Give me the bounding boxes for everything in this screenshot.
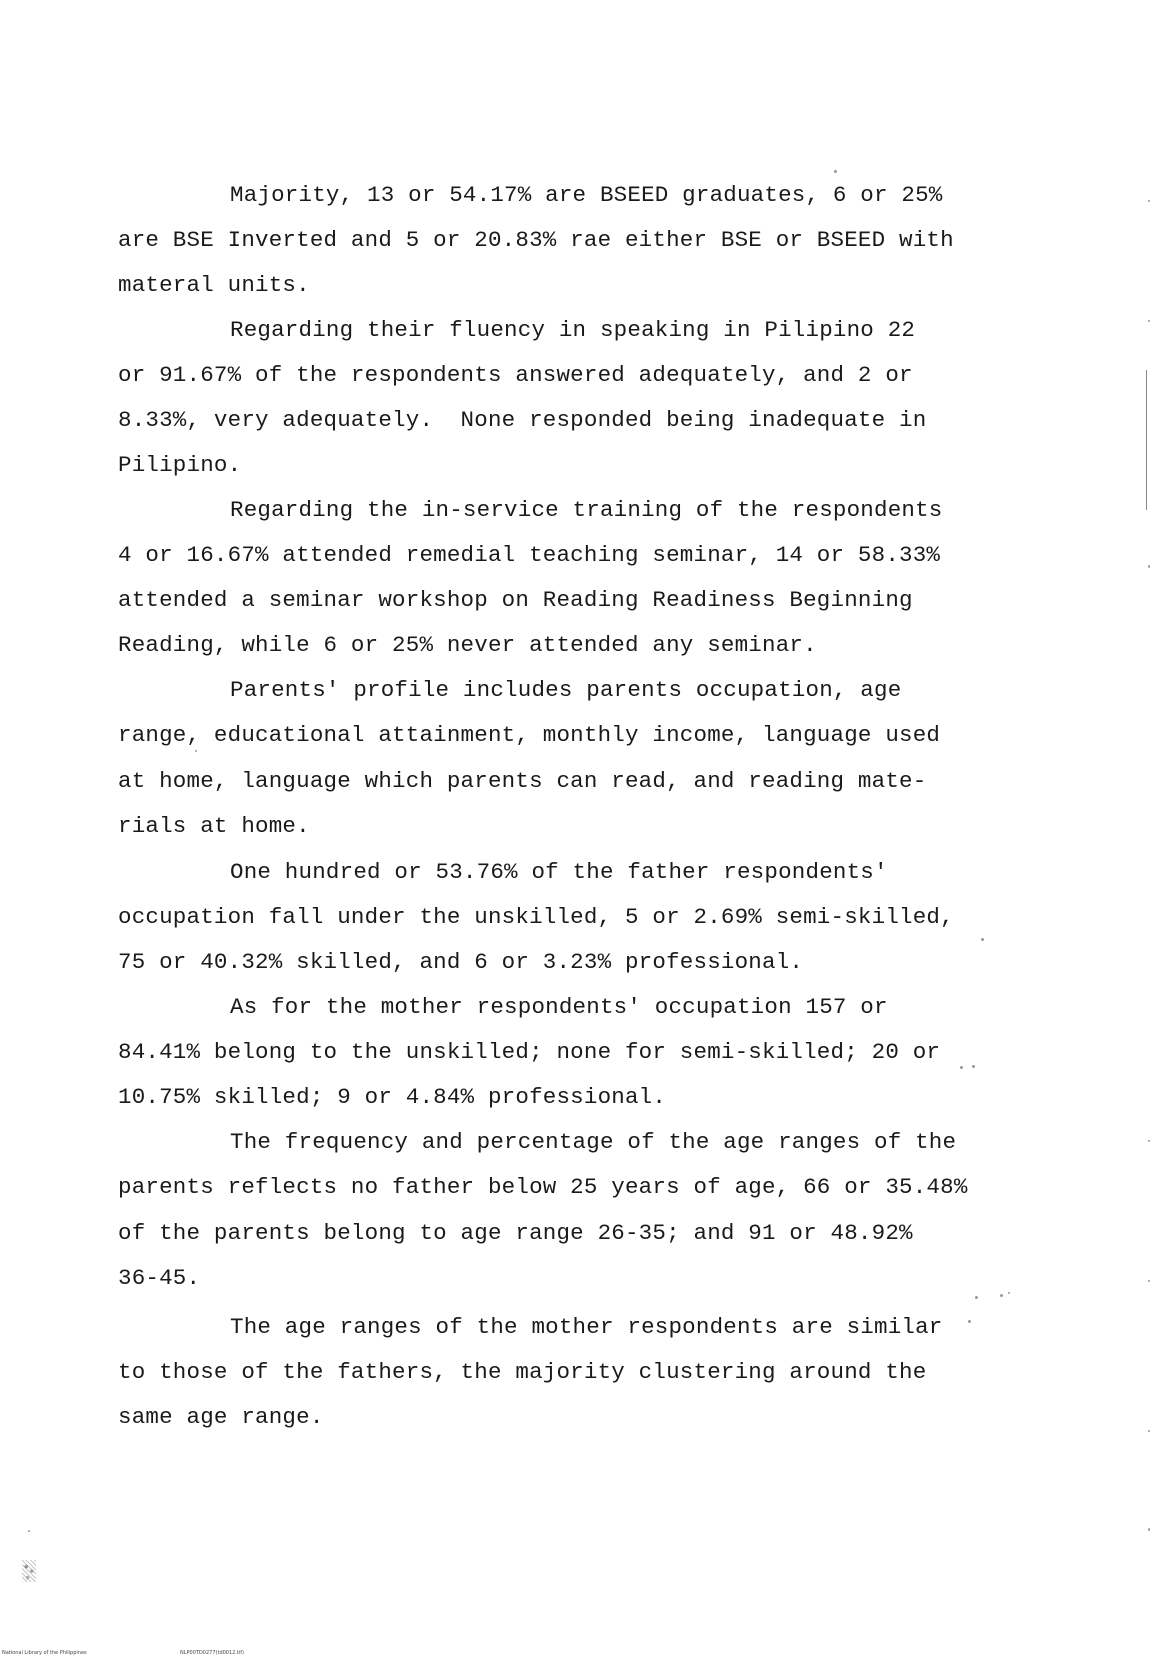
text-line: Parents' profile includes parents occupation, age: [230, 677, 902, 703]
scan-speck: [28, 1530, 30, 1532]
text-line: Regarding the in-service training of the respondents: [230, 497, 943, 523]
text-line: of the parents belong to age range 26-35; and 91 or 48.92%: [118, 1220, 913, 1246]
scan-speck: [1148, 320, 1150, 322]
text-line: As for the mother respondents' occupation 157 or: [230, 994, 888, 1020]
text-line: parents reflects no father below 25 years of age, 66 or 35.48%: [118, 1174, 968, 1200]
scan-speck: [1148, 1280, 1150, 1282]
text-line: occupation fall under the unskilled, 5 or 2.69% semi-skilled,: [118, 904, 954, 930]
text-line: 36-45.: [118, 1265, 201, 1291]
text-line: or 91.67% of the respondents answered adequately, and 2 or: [118, 362, 913, 388]
text-line: The frequency and percentage of the age ranges of the: [230, 1129, 957, 1155]
text-line: Majority, 13 or 54.17% are BSEED graduates, 6 or 25%: [230, 182, 943, 208]
text-line: 4 or 16.67% attended remedial teaching seminar, 14 or 58.33%: [118, 542, 941, 568]
text-line: same age range.: [118, 1404, 324, 1430]
scan-speck: [1148, 1430, 1150, 1432]
text-line: One hundred or 53.76% of the father respondents': [230, 859, 888, 885]
text-line: attended a seminar workshop on Reading Readiness Beginning: [118, 587, 913, 613]
text-line: 10.75% skilled; 9 or 4.84% professional.: [118, 1084, 667, 1110]
scan-speck: [975, 1296, 978, 1299]
text-line: are BSE Inverted and 5 or 20.83% rae either BSE or BSEED with: [118, 227, 954, 253]
scan-speck: [960, 1066, 963, 1069]
footer-library-label: National Library of the Philippines: [2, 1650, 87, 1656]
scan-speck: [1148, 1528, 1150, 1531]
text-line: at home, language which parents can read, and reading mate-: [118, 768, 927, 794]
scan-speck: [1148, 200, 1150, 202]
text-line: The age ranges of the mother respondents are similar: [230, 1314, 943, 1340]
text-line: Regarding their fluency in speaking in Pilipino 22: [230, 317, 916, 343]
scan-speck: [1000, 1294, 1003, 1297]
scan-speck: [968, 1320, 971, 1323]
scan-speck: [1148, 565, 1150, 568]
text-line: 84.41% belong to the unskilled; none for semi-skilled; 20 or: [118, 1039, 941, 1065]
scan-speck: [195, 750, 197, 752]
scan-edge-line: [1146, 370, 1147, 510]
scan-speck: [972, 1065, 975, 1068]
text-line: Reading, while 6 or 25% never attended any seminar.: [118, 632, 817, 658]
text-line: 8.33%, very adequately. None responded being inadequate in: [118, 407, 927, 433]
scan-speck: [1008, 1292, 1010, 1294]
scan-speck: [1148, 1140, 1150, 1142]
scan-smudge: [22, 1560, 36, 1582]
text-line: range, educational attainment, monthly income, language used: [118, 722, 941, 748]
scan-speck: [981, 938, 984, 941]
text-line: Pilipino.: [118, 452, 242, 478]
text-line: 75 or 40.32% skilled, and 6 or 3.23% professional.: [118, 949, 804, 975]
text-line: to those of the fathers, the majority clustering around the: [118, 1359, 927, 1385]
text-line: materal units.: [118, 272, 310, 298]
footer-file-label: NLP00TD0277(td0012.tif): [180, 1650, 244, 1656]
scan-speck: [834, 170, 837, 173]
text-line: rials at home.: [118, 813, 310, 839]
